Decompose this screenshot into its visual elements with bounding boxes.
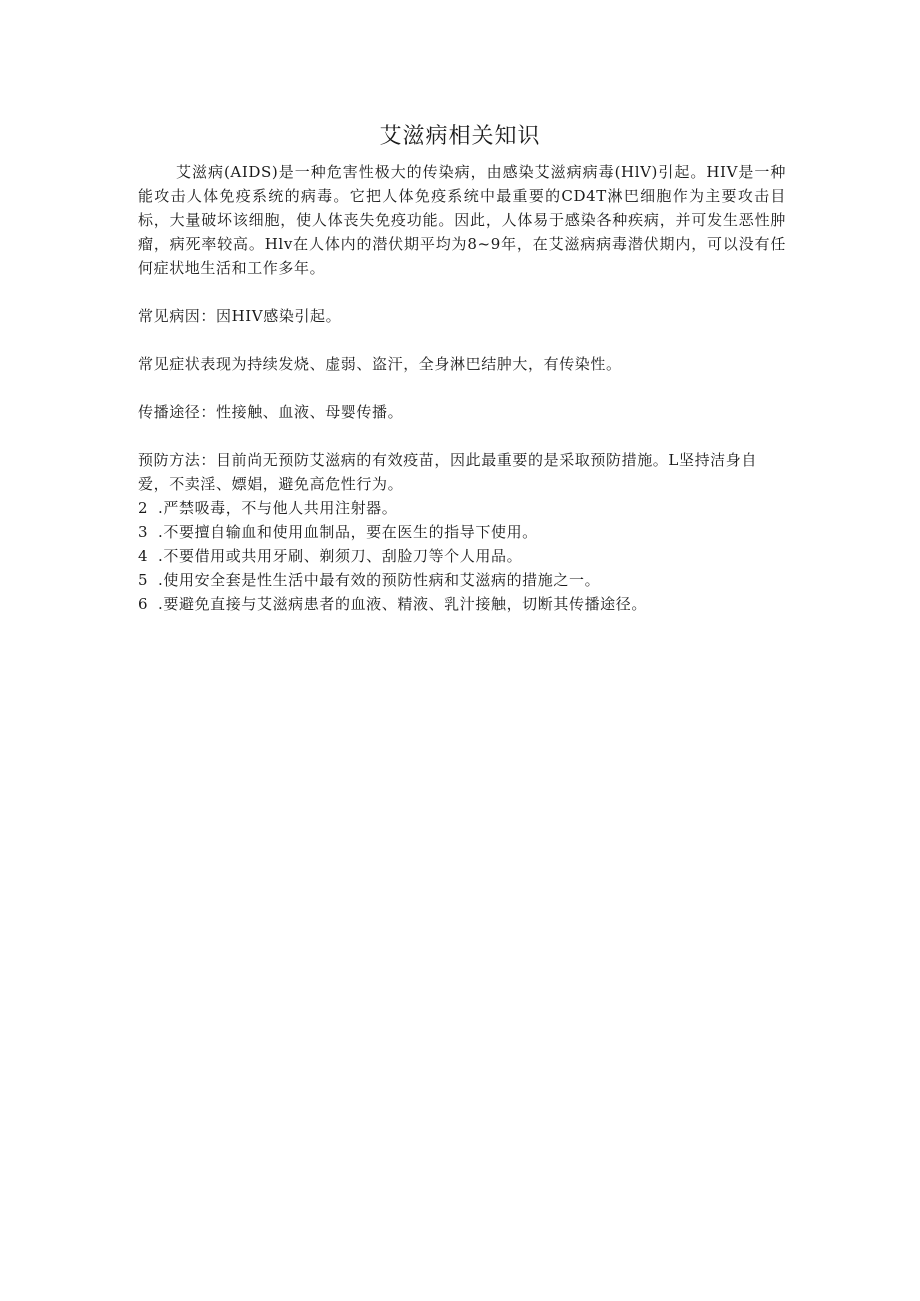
cause-paragraph: 常见病因：因HIV感染引起。 — [138, 307, 342, 325]
list-item-text: .使用安全套是性生活中最有效的预防性病和艾滋病的措施之一。 — [158, 571, 601, 589]
transmission-paragraph: 传播途径：性接触、血液、母婴传播。 — [138, 403, 404, 421]
intro-paragraph: 艾滋病(AIDS)是一种危害性极大的传染病，由感染艾滋病病毒(HlV)引起。HIV是一种能攻击人体免疫系统的病毒。它把人体免疫系统中最重要的CD4T淋巴细胞作为主要攻击目标，大量破坏该细胞，使人体丧失免疫功能。因此，人体易于感染各种疾病，并可发生恶性肿瘤，病死率较高。Hlv在人体内的潜伏期平均为8~9年，在艾滋病病毒潜伏期内，可以没有任何症状地生活和工作多年。 — [138, 163, 786, 277]
list-item — [138, 592, 786, 616]
paragraph-gap — [138, 328, 786, 352]
list-item — [138, 496, 786, 520]
prevention-list — [138, 496, 786, 616]
list-item-text: .不要擅自输血和使用血制品，要在医生的指导下使用。 — [158, 523, 538, 541]
document-body — [138, 160, 786, 616]
list-item-number: 2 — [138, 499, 149, 517]
list-item-text: .严禁吸毒，不与他人共用注射器。 — [158, 499, 398, 517]
prevention-paragraph: 预防方法：目前尚无预防艾滋病的有效疫苗，因此最重要的是采取预防措施。L坚持洁身自爱，不卖淫、嫖娼，避免高危性行为。 — [138, 451, 757, 493]
list-item-number: 4 — [138, 547, 149, 565]
paragraph-gap — [138, 280, 786, 304]
symptoms-paragraph: 常见症状表现为持续发烧、虚弱、盗汗，全身淋巴结肿大，有传染性。 — [138, 355, 622, 373]
paragraph-gap — [138, 424, 786, 448]
list-item-number: 6 — [138, 595, 149, 613]
list-item-text: .要避免直接与艾滋病患者的血液、精液、乳汁接触，切断其传播途径。 — [158, 595, 647, 613]
document-title: 艾滋病相关知识 — [379, 124, 541, 149]
list-item-number: 3 — [138, 523, 149, 541]
list-item-number: 5 — [138, 571, 149, 589]
list-item — [138, 544, 786, 568]
paragraph-gap — [138, 376, 786, 400]
list-item — [138, 568, 786, 592]
list-item-text: .不要借用或共用牙刷、剃须刀、刮脸刀等个人用品。 — [158, 547, 523, 565]
list-item — [138, 520, 786, 544]
